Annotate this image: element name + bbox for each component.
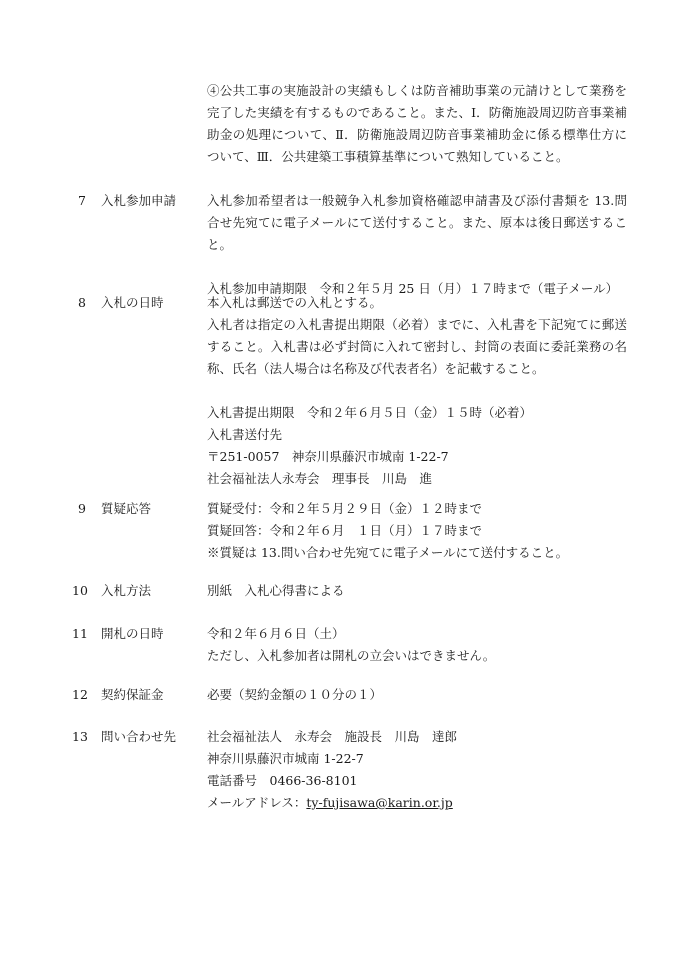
section-body <box>207 190 627 300</box>
section-number: 11 <box>72 626 88 641</box>
bid-destination-address: 〒251-0057 神奈川県藤沢市城南 1-22-7 <box>207 449 449 464</box>
application-text: 入札参加希望者は一般競争入札参加資格確認申請書及び添付書類を 13.問合せ先宛てに電子メールにて送付すること。また、原本は後日郵送すること。 <box>207 193 627 252</box>
section-number: 9 <box>78 501 86 516</box>
section-body <box>207 580 627 602</box>
bid-method-reference: 別紙 入札心得書による <box>207 583 345 598</box>
section-number: 7 <box>78 193 86 208</box>
contact-email-line <box>207 792 627 814</box>
section-heading: 開札の日時 <box>101 626 164 641</box>
contact-address: 神奈川県藤沢市城南 1-22-7 <box>207 751 364 766</box>
section-body <box>207 498 627 564</box>
section-number: 13 <box>72 729 88 744</box>
email-label: メールアドレス： <box>207 795 307 810</box>
section-heading: 入札参加申請 <box>101 193 177 208</box>
question-note: ※質疑は 13.問い合わせ先宛てに電子メールにて送付すること。 <box>207 545 569 560</box>
question-intake: 質疑受付：令和２年５月２９日（金）１２時まで <box>207 501 483 516</box>
section-number: 12 <box>72 687 88 702</box>
contact-phone: 電話番号 0466-36-8101 <box>207 773 358 788</box>
section-heading: 問い合わせ先 <box>101 729 177 744</box>
section-number: 10 <box>72 583 88 598</box>
section-body <box>207 684 627 706</box>
contact-organization: 社会福祉法人 永寿会 施設長 川島 達郎 <box>207 729 458 744</box>
section-body <box>207 623 627 667</box>
bid-method-line: 本入札は郵送での入札とする。 <box>207 295 383 310</box>
section-number: 8 <box>78 295 86 310</box>
contract-deposit: 必要（契約金額の１０分の１） <box>207 687 383 702</box>
opening-note: ただし、入札参加者は開札の立会いはできません。 <box>207 648 496 663</box>
email-link[interactable]: ty-fujisawa@karin.or.jp <box>306 795 453 810</box>
section-body <box>207 292 627 490</box>
bid-destination-recipient: 社会福祉法人永寿会 理事長 川島 進 <box>207 471 433 486</box>
bid-destination-label: 入札書送付先 <box>207 427 283 442</box>
bid-instructions: 入札者は指定の入札書提出期限（必着）までに、入札書を下記宛てに郵送すること。入札書は必ず封筒に入れて密封し、封筒の表面に委託業務の名称、氏名（法人場合は名称及び代表者名）を記載すること。 <box>207 317 627 376</box>
question-answer: 質疑回答：令和２年６月 １日（月）１７時まで <box>207 523 483 538</box>
intro-paragraph: ④公共工事の実施設計の実績もしくは防音補助事業の元請けとして業務を完了した実績を有するものであること。また、Ⅰ．防衛施設周辺防音事業補助金の処理について、Ⅱ．防衛施設周辺防音事業補助金に係る標準仕方について、Ⅲ．公共建築工事積算基準について熟知していること。 <box>207 83 627 164</box>
section-heading: 質疑応答 <box>101 501 152 516</box>
section-heading: 契約保証金 <box>101 687 164 702</box>
application-deadline: 入札参加申請期限 令和２年５月 25 日（月）１７時まで（電子メール） <box>207 281 619 296</box>
section-heading: 入札の日時 <box>101 295 164 310</box>
opening-date: 令和２年６月６日（土） <box>207 626 345 641</box>
bid-deadline: 入札書提出期限 令和２年６月５日（金）１５時（必着） <box>207 405 533 420</box>
section-heading: 入札方法 <box>101 583 152 598</box>
section-body <box>207 726 627 814</box>
